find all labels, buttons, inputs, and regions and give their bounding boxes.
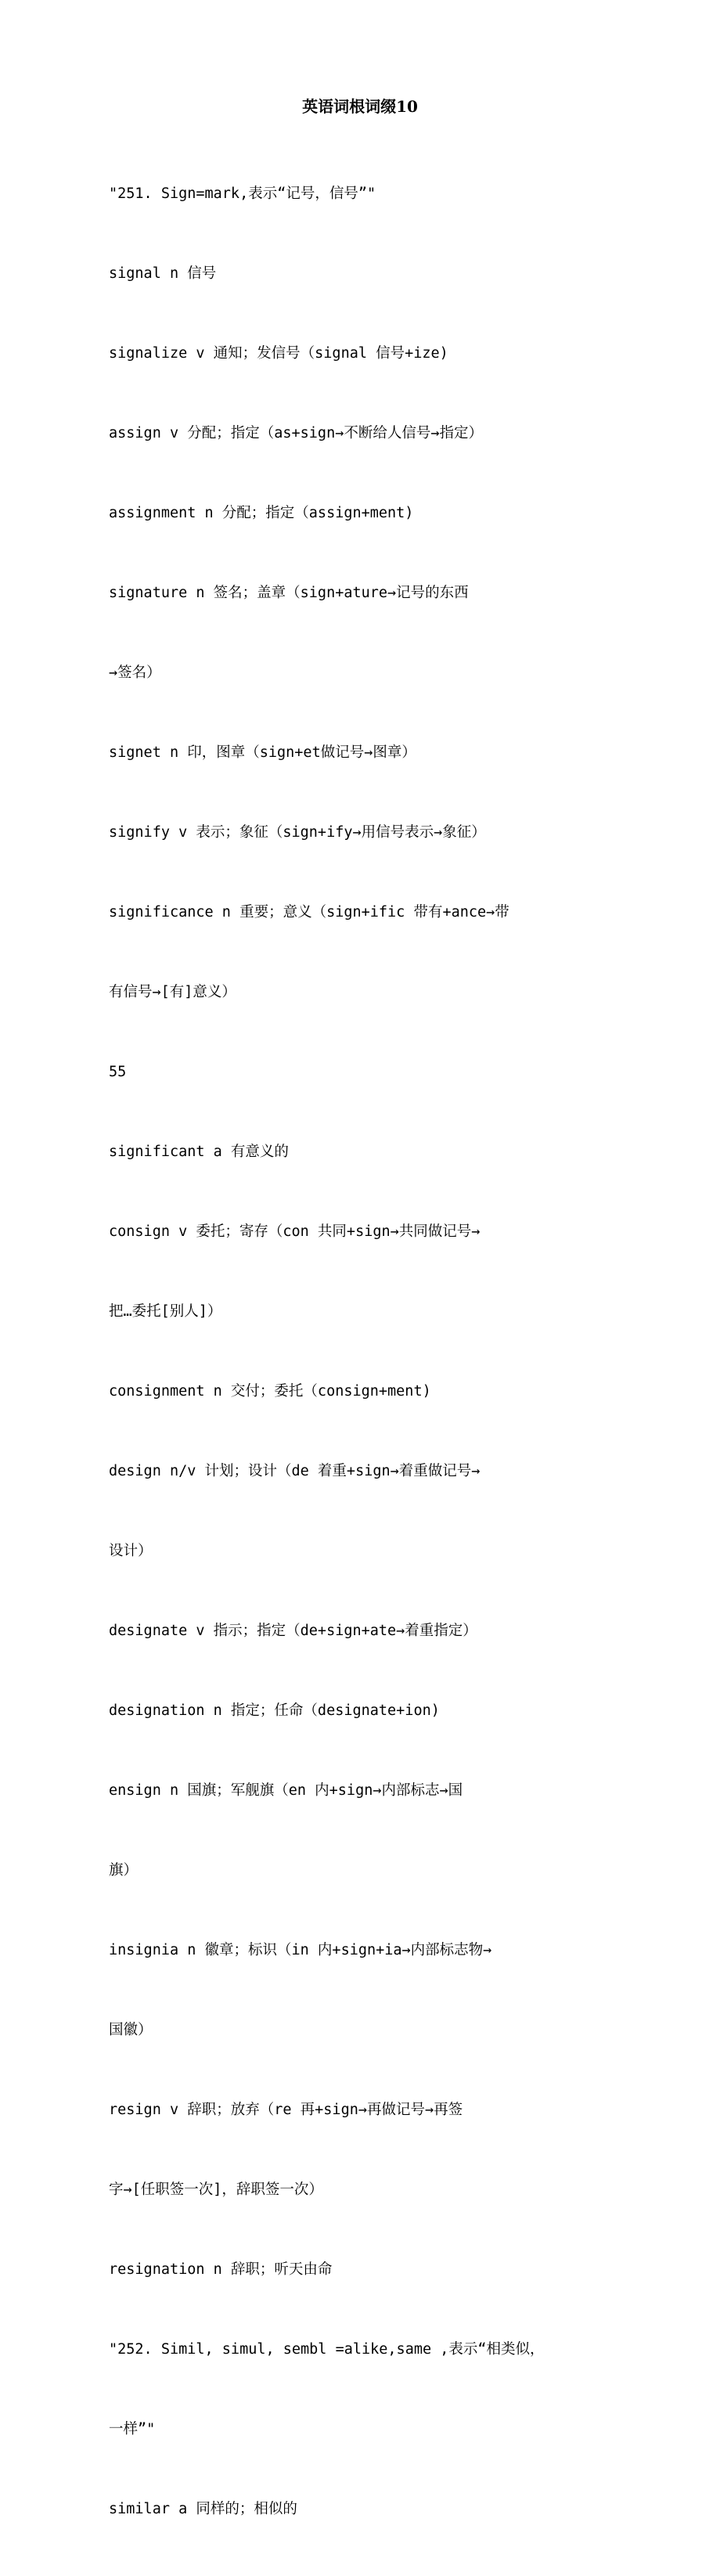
text-line: 字→[任职签一次]，辞职签一次）	[109, 2181, 323, 2198]
text-line: significant a 有意义的	[109, 1144, 289, 1160]
text-line: similar a 同样的；相似的	[109, 2501, 297, 2517]
text-line: "252. Simil, simul, sembl =alike,same ,表示“相类似，	[109, 2341, 545, 2358]
text-line: assignment n 分配；指定（assign+ment)	[109, 505, 414, 521]
text-line: signature n 签名；盖章（sign+ature→记号的东西	[109, 585, 469, 601]
text-line: signal n 信号	[109, 265, 217, 282]
text-line: 有信号→[有]意义）	[109, 984, 236, 1000]
text-line: significance n 重要；意义（sign+ific 带有+ance→带	[109, 904, 509, 921]
text-line: 设计）	[109, 1543, 153, 1559]
text-line: designate v 指示；指定（de+sign+ate→着重指定）	[109, 1623, 477, 1639]
document-body	[109, 128, 563, 2576]
text-line: 把…委托[别人]）	[109, 1303, 222, 1320]
text-line: resign v 辞职；放弃（re 再+sign→再做记号→再签	[109, 2102, 463, 2118]
text-line: 国徽）	[109, 2022, 153, 2038]
text-line: design n/v 计划；设计（de 着重+sign→着重做记号→	[109, 1463, 481, 1479]
text-line: resignation n 辞职；听天由命	[109, 2261, 333, 2278]
text-line: signet n 印，图章（sign+et做记号→图章）	[109, 744, 416, 761]
text-line: designation n 指定；任命（designate+ion)	[109, 1702, 440, 1719]
text-line: "251. Sign=mark,表示“记号，信号”"	[109, 186, 376, 202]
page-number: 55	[109, 1064, 127, 1080]
document-title: 英语词根词缀10	[302, 97, 418, 116]
text-line: 一样”"	[109, 2421, 156, 2437]
text-line: insignia n 徽章；标识（in 内+sign+ia→内部标志物→	[109, 1942, 492, 1958]
text-line: signify v 表示；象征（sign+ify→用信号表示→象征）	[109, 824, 486, 841]
text-line: consign v 委托；寄存（con 共同+sign→共同做记号→	[109, 1223, 481, 1240]
text-line: assign v 分配；指定（as+sign→不断给人信号→指定）	[109, 425, 483, 441]
text-line: signalize v 通知；发信号（signal 信号+ize)	[109, 345, 448, 362]
text-line: ensign n 国旗；军舰旗（en 内+sign→内部标志→国	[109, 1782, 463, 1799]
text-line: consignment n 交付；委托（consign+ment)	[109, 1383, 431, 1400]
text-line: →签名）	[109, 665, 161, 681]
text-line: 旗）	[109, 1862, 139, 1879]
